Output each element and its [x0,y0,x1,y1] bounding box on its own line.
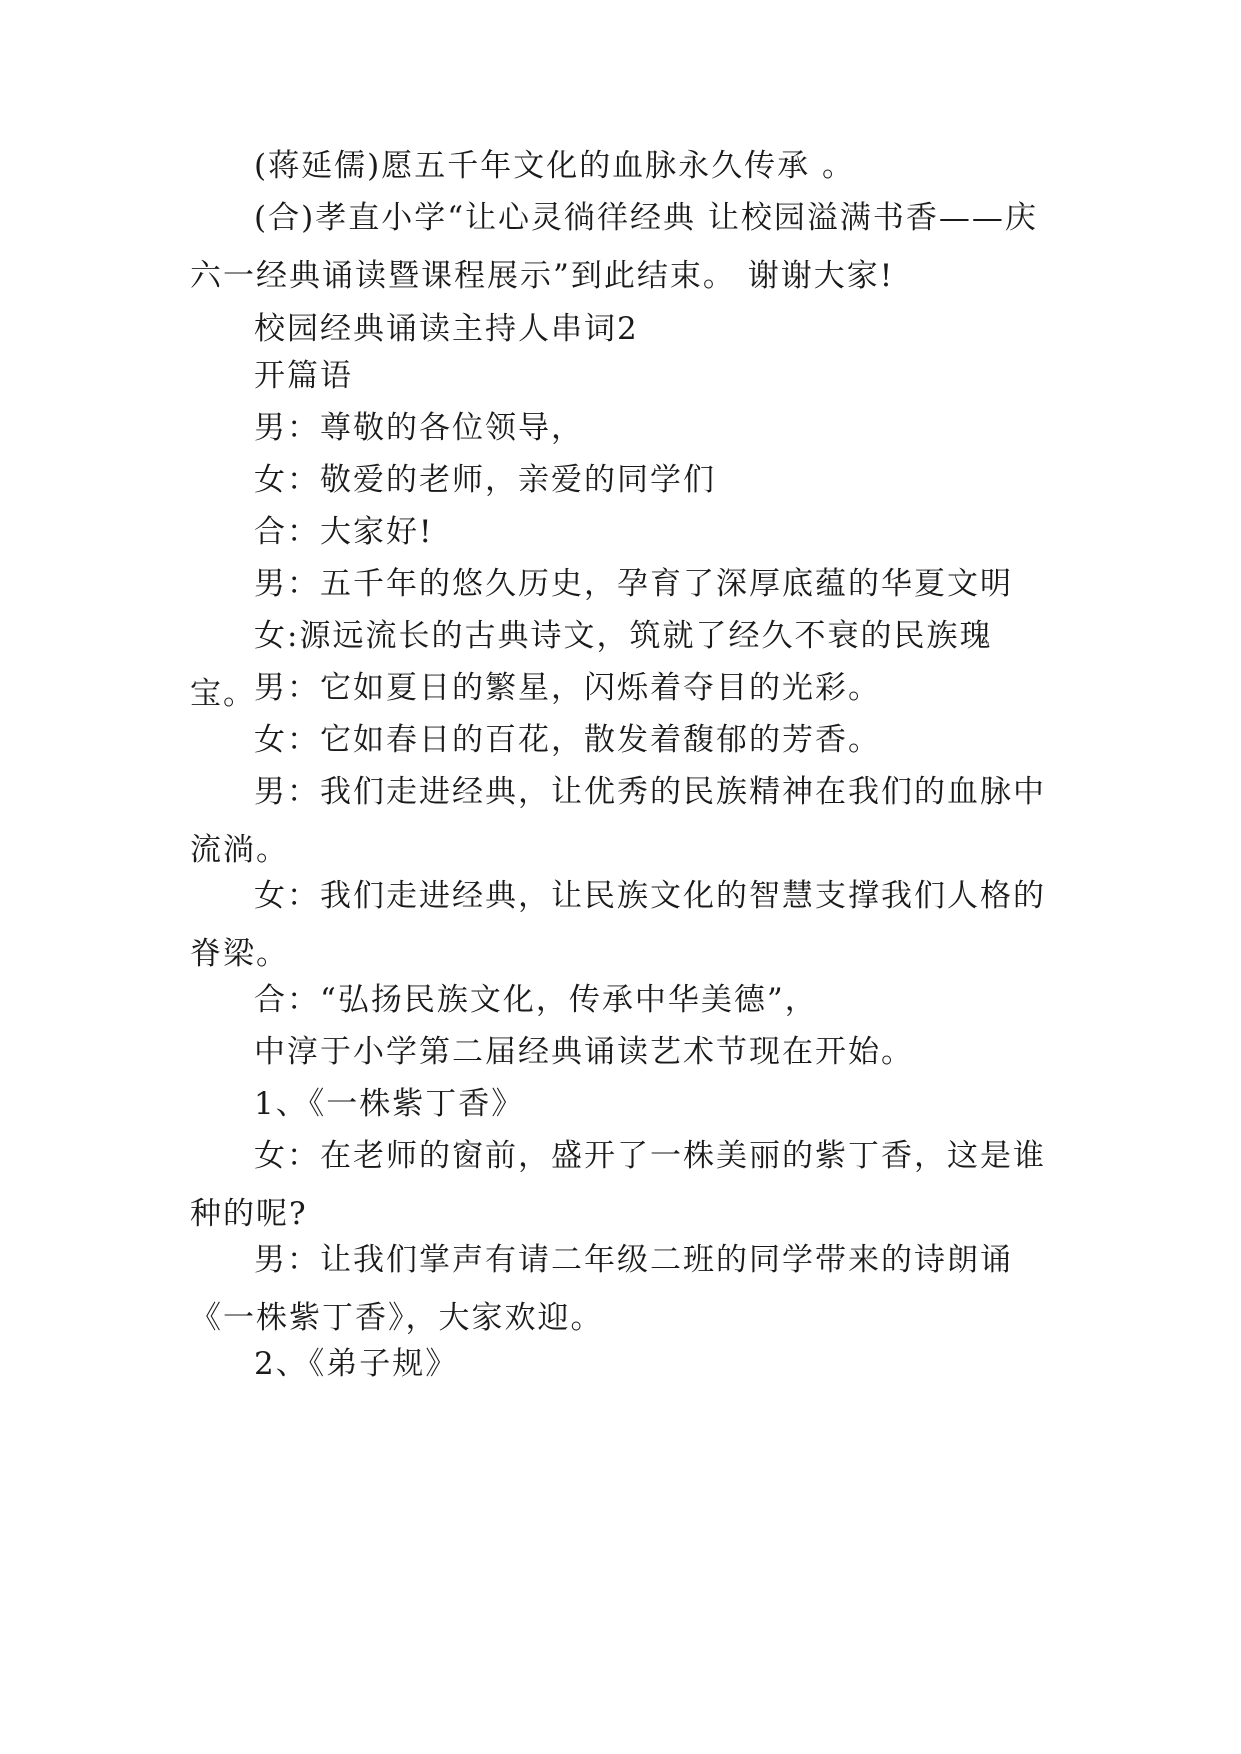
paragraph-together-motto: 合：“弘扬民族文化，传承中华美德”， [254,982,818,1018]
paragraph-closing-line: (蒋延儒)愿五千年文化的血脉永久传承 。 [254,148,856,184]
paragraph-male-history: 男：五千年的悠久历史，孕育了深厚底蕴的华夏文明 [254,566,1013,602]
paragraph-female-greeting: 女：敬爱的老师，亲爱的同学们 [254,462,716,498]
paragraph-male-invite: 男：让我们掌声有请二年级二班的同学带来的诗朗诵《一株紫丁香》，大家欢迎。 [190,1242,1013,1336]
paragraph-closing-remark: (合)孝直小学“让心灵徜徉经典 让校园溢满书香——庆六一经典诵读暨课程展示”到此结束。 谢谢大家! [190,200,1038,294]
paragraph-together-greeting: 合：大家好! [254,514,434,550]
program-item-1-title: 1、《一株紫丁香》 [254,1086,525,1122]
paragraph-festival-start: 中淳于小学第二届经典诵读艺术节现在开始。 [254,1034,914,1070]
paragraph-female-flowers: 女：它如春日的百花，散发着馥郁的芳香。 [254,722,881,758]
section-title: 校园经典诵读主持人串词2 [254,311,639,347]
paragraph-male-stars: 男：它如夏日的繁星，闪烁着夺目的光彩。 [254,670,881,706]
subsection-title-opening: 开篇语 [254,358,353,394]
paragraph-female-lilac: 女：在老师的窗前，盛开了一株美丽的紫丁香，这是谁种的呢? [190,1138,1046,1232]
paragraph-male-classics: 男：我们走进经典，让优秀的民族精神在我们的血脉中流淌。 [190,774,1046,868]
paragraph-female-poetry: 女:源远流长的古典诗文，筑就了经久不衰的民族瑰宝。 [190,618,993,712]
paragraph-male-greeting: 男：尊敬的各位领导， [254,410,584,446]
program-item-2-title: 2、《弟子规》 [254,1346,459,1382]
paragraph-female-classics: 女：我们走进经典，让民族文化的智慧支撑我们人格的脊梁。 [190,878,1046,972]
